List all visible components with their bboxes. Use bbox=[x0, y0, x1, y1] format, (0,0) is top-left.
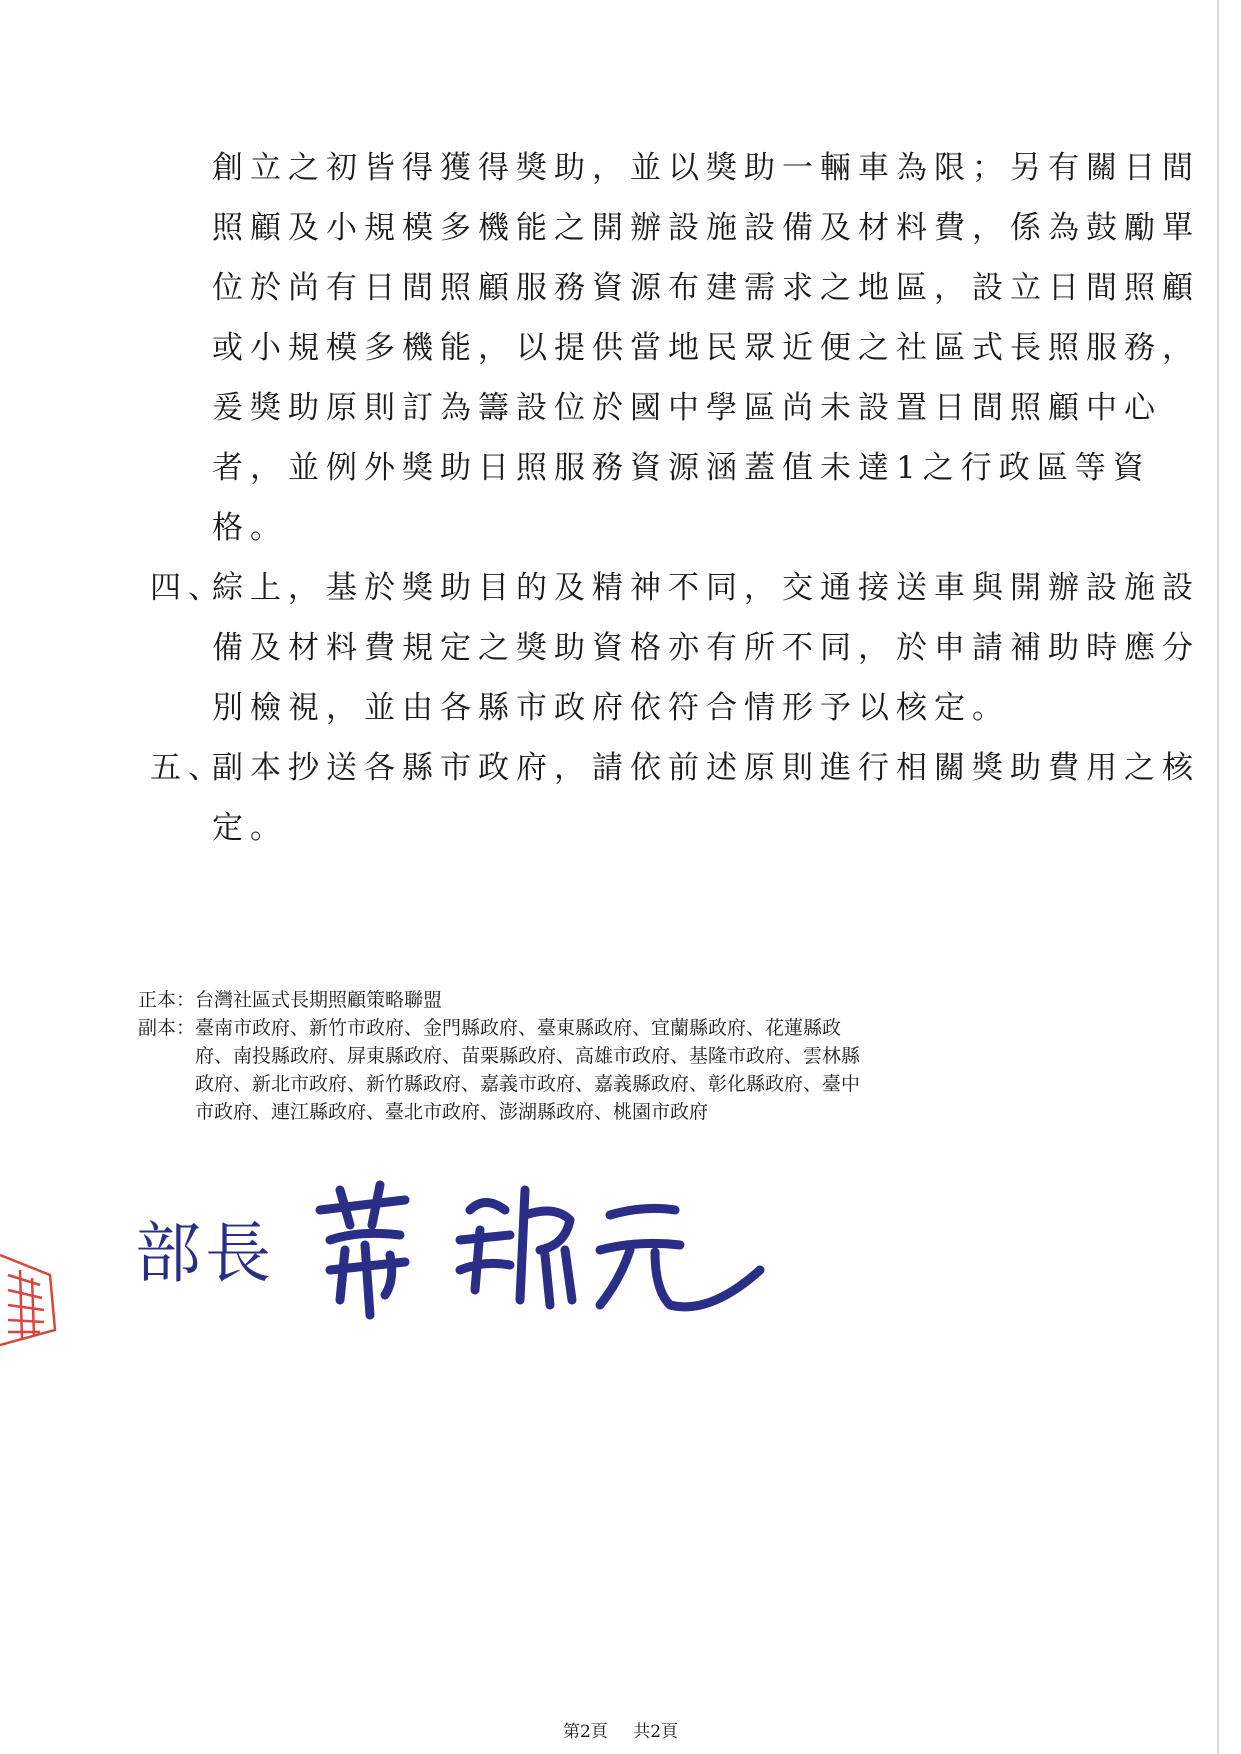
original-recipient: 台灣社區式長期照顧策略聯盟 bbox=[195, 989, 443, 1011]
signature-block bbox=[135, 1170, 755, 1320]
body-line: 者，並例外獎助日照服務資源涵蓋值未達1之行政區等資 bbox=[212, 450, 1151, 486]
page-total: 共2頁 bbox=[633, 1722, 679, 1742]
copy-label: 副本： bbox=[138, 1017, 196, 1039]
body-line: 照顧及小規模多機能之開辦設施設備及材料費，係為鼓勵單 bbox=[212, 210, 1200, 246]
handwritten-signature bbox=[310, 1170, 770, 1320]
copy-recipients-line: 市政府、連江縣政府、臺北市政府、澎湖縣政府、桃園市政府 bbox=[195, 1101, 709, 1123]
body-line: 創立之初皆得獲得獎助，並以獎助一輛車為限；另有關日間 bbox=[212, 150, 1200, 186]
body-line: 位於尚有日間照顧服務資源布建需求之地區，設立日間照顧 bbox=[212, 270, 1200, 306]
body-line: 或小規模多機能，以提供當地民眾近便之社區式長照服務， bbox=[212, 330, 1200, 366]
body-line: 格。 bbox=[212, 510, 288, 546]
original-label: 正本： bbox=[138, 989, 196, 1011]
page-number: 第2頁 bbox=[562, 1722, 608, 1742]
copy-recipients-line: 臺南市政府、新竹市政府、金門縣政府、臺東縣政府、宜蘭縣政府、花蓮縣政 bbox=[195, 1017, 842, 1039]
item-marker-5: 五、 bbox=[150, 750, 226, 786]
item5-line: 定。 bbox=[212, 810, 288, 846]
page-footer bbox=[0, 1717, 1241, 1742]
copy-recipients-line: 府、南投縣政府、屏東縣政府、苗栗縣政府、高雄市政府、基隆市政府、雲林縣 bbox=[195, 1045, 861, 1067]
item-marker-4: 四、 bbox=[150, 570, 226, 606]
item4-line: 別檢視，並由各縣市政府依符合情形予以核定。 bbox=[212, 690, 1010, 726]
item4-line: 綜上，基於獎助目的及精神不同，交通接送車與開辦設施設 bbox=[212, 570, 1200, 606]
minister-title: 部長 bbox=[135, 1215, 275, 1292]
official-seal-stamp bbox=[0, 1250, 62, 1350]
scan-edge bbox=[1217, 0, 1219, 1754]
body-line: 爰獎助原則訂為籌設位於國中學區尚未設置日間照顧中心 bbox=[212, 390, 1162, 426]
copy-recipients-line: 政府、新北市政府、新竹縣政府、嘉義市政府、嘉義縣政府、彰化縣政府、臺中 bbox=[195, 1073, 861, 1095]
item5-line: 副本抄送各縣市政府，請依前述原則進行相關獎助費用之核 bbox=[212, 750, 1200, 786]
item4-line: 備及材料費規定之獎助資格亦有所不同，於申請補助時應分 bbox=[212, 630, 1200, 666]
